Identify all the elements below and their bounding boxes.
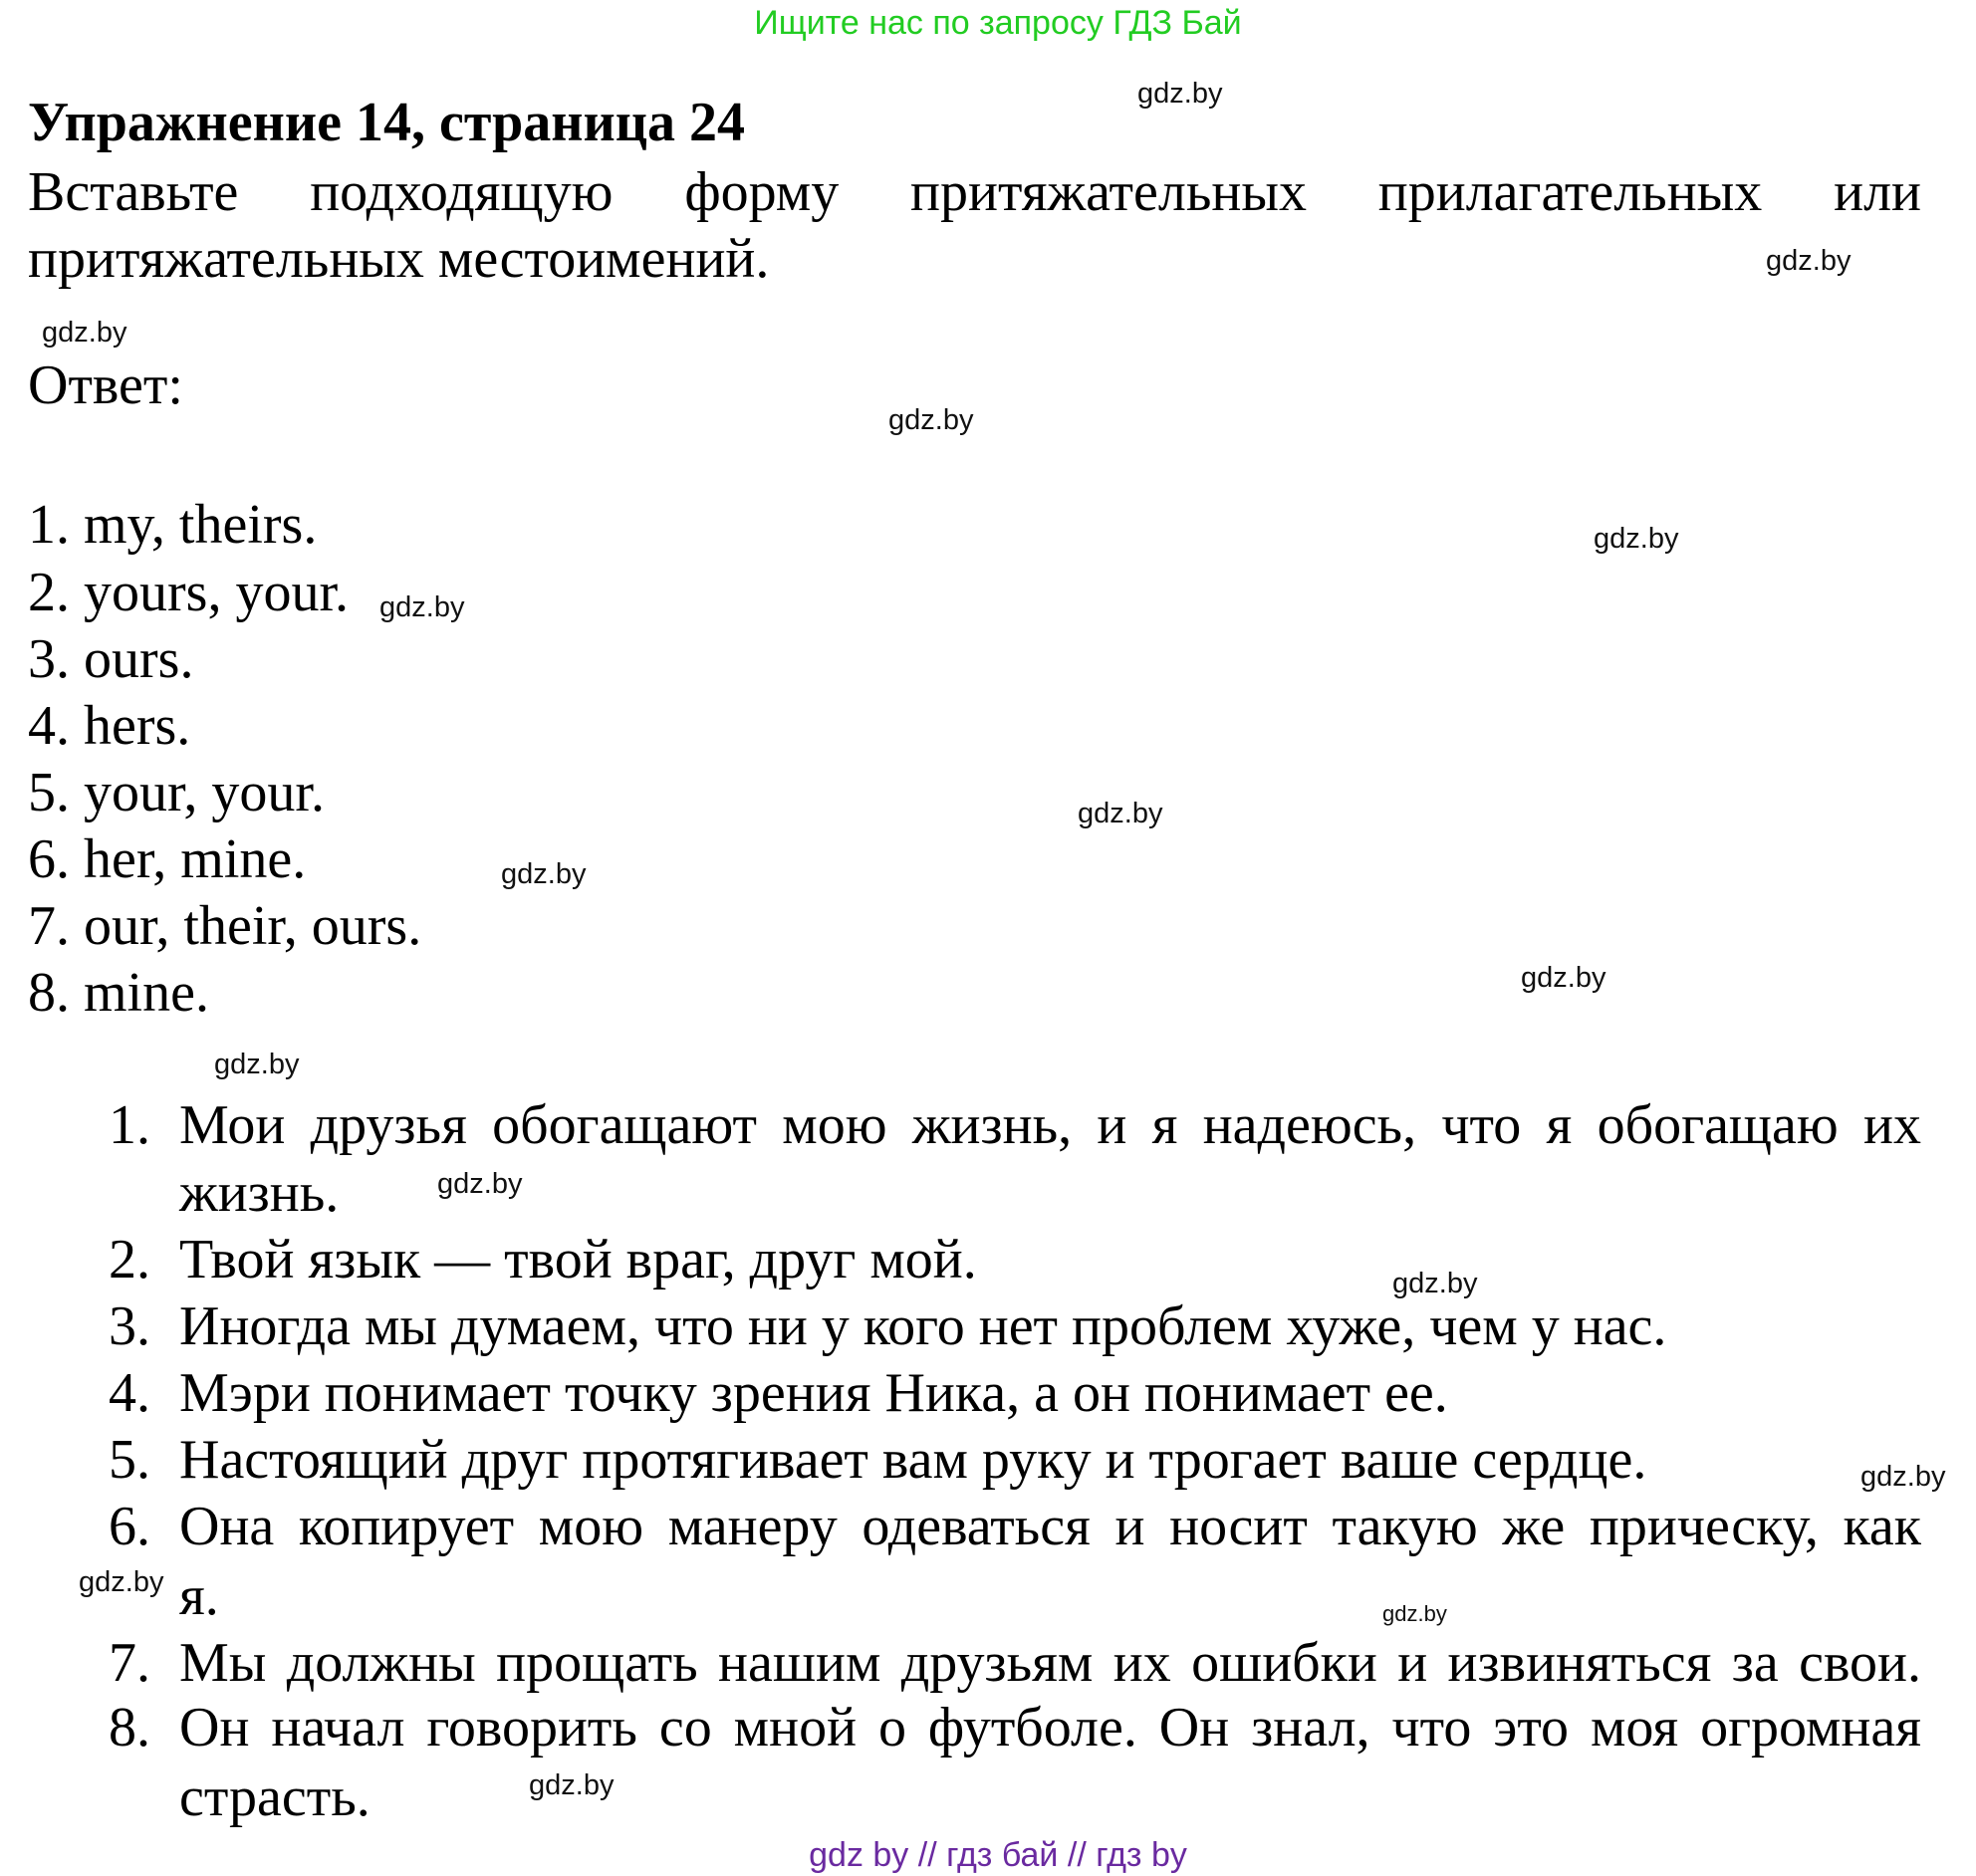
answer-item: 8. mine.: [28, 962, 209, 1024]
translation-number: 4.: [109, 1362, 150, 1424]
translation-number: 5.: [109, 1429, 150, 1491]
answer-item: 2. yours, your.: [28, 562, 349, 623]
watermark: gdz.by: [1521, 962, 1606, 994]
translation-line: я.: [179, 1565, 219, 1627]
answer-item: 7. our, their, ours.: [28, 895, 422, 957]
answer-item: 3. ours.: [28, 628, 194, 690]
translation-line: Иногда мы думаем, что ни у кого нет проблем хуже, чем у нас.: [179, 1295, 1667, 1357]
answer-label: Ответ:: [28, 354, 183, 416]
watermark: gdz.by: [1594, 523, 1679, 555]
search-hint-banner: Ищите нас по запросу ГДЗ Бай: [754, 4, 1242, 42]
watermark: gdz.by: [1382, 1601, 1447, 1626]
instruction-line-2: притяжательных местоимений.: [28, 228, 770, 290]
translation-line: Твой язык — твой враг, друг мой.: [179, 1229, 977, 1290]
translation-number: 6.: [109, 1496, 150, 1557]
footer-links: gdz by // гдз бай // гдз by: [809, 1836, 1187, 1874]
watermark: gdz.by: [42, 317, 127, 349]
translation-number: 2.: [109, 1229, 150, 1290]
watermark: gdz.by: [888, 404, 974, 436]
answer-item: 4. hers.: [28, 695, 191, 757]
watermark: gdz.by: [1078, 798, 1163, 829]
watermark: gdz.by: [501, 858, 587, 890]
translation-line: Мэри понимает точку зрения Ника, а он понимает ее.: [179, 1362, 1448, 1424]
watermark: gdz.by: [1860, 1461, 1946, 1493]
translation-line: Она копирует мою манеру одеваться и носит такую же прическу, как: [179, 1496, 1921, 1557]
translation-number: 1.: [109, 1094, 150, 1156]
translation-number: 3.: [109, 1295, 150, 1357]
watermark: gdz.by: [437, 1168, 523, 1200]
translation-line: Мы должны прощать нашим друзьям их ошибки и извиняться за свои.: [179, 1632, 1921, 1694]
translation-line: Он начал говорить со мной о футболе. Он знал, что это моя огромная: [179, 1697, 1921, 1759]
instruction-line-1: Вставьте подходящую форму притяжательных прилагательных или: [28, 161, 1921, 223]
translation-line: Настоящий друг протягивает вам руку и трогает ваше сердце.: [179, 1429, 1647, 1491]
translation-number: 7.: [109, 1632, 150, 1694]
watermark: gdz.by: [79, 1566, 164, 1598]
watermark: gdz.by: [379, 591, 465, 623]
answer-item: 1. my, theirs.: [28, 494, 318, 556]
translation-line: страсть.: [179, 1766, 370, 1828]
watermark: gdz.by: [529, 1769, 615, 1801]
watermark: gdz.by: [1392, 1268, 1478, 1299]
translation-number: 8.: [109, 1697, 150, 1759]
translation-line: Мои друзья обогащают мою жизнь, и я надеюсь, что я обогащаю их: [179, 1094, 1921, 1156]
watermark: gdz.by: [1137, 78, 1223, 110]
watermark: gdz.by: [1766, 245, 1852, 277]
page-title: Упражнение 14, страница 24: [28, 92, 746, 153]
watermark: gdz.by: [214, 1049, 300, 1080]
translation-line: жизнь.: [179, 1162, 340, 1224]
answer-item: 5. your, your.: [28, 762, 325, 823]
answer-item: 6. her, mine.: [28, 828, 307, 890]
